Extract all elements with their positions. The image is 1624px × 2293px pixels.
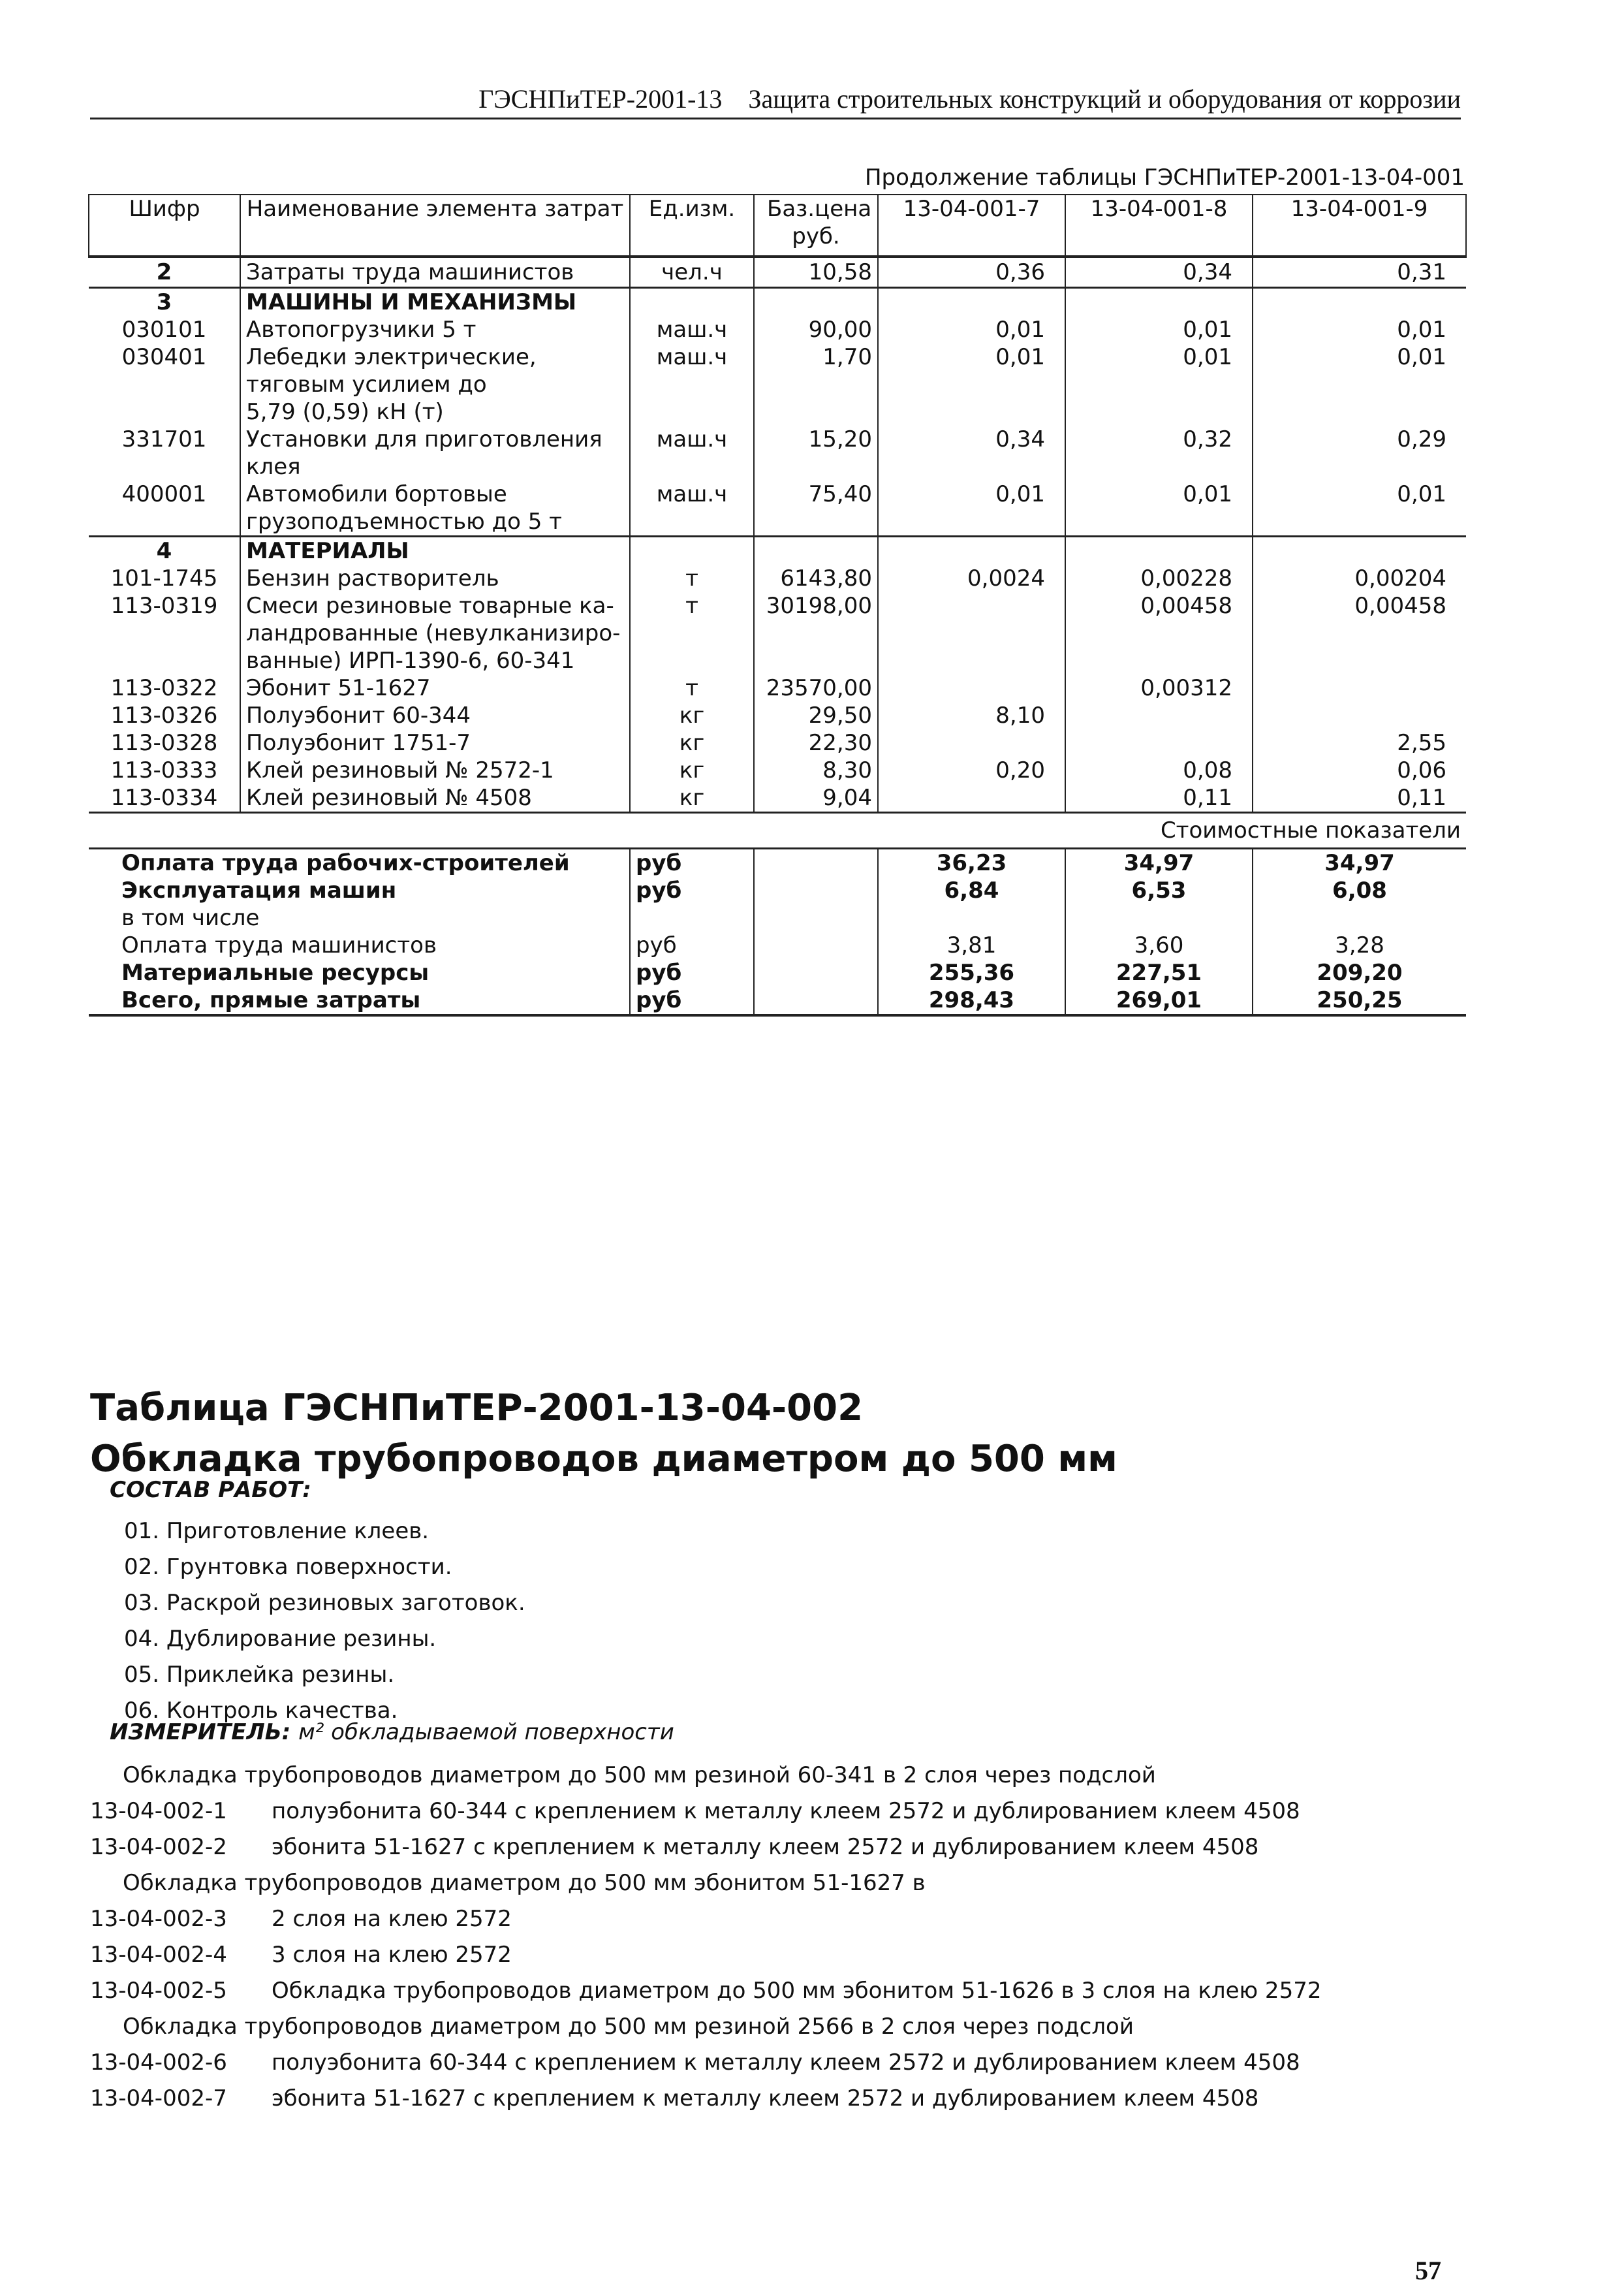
cell-v3 [1253,674,1466,702]
cell-v3 [1253,537,1466,565]
list-item [90,2009,1321,2045]
summary-label: Оплата труда машинистов [89,932,630,959]
summary-label: Всего, прямые затраты [89,987,630,1015]
summary-value: 3,60 [1065,932,1253,959]
col-header: Наименование элемента затрат [240,195,630,257]
cell-unit: т [630,592,754,674]
cost-heading-spacer [630,813,754,849]
item-text: 3 слоя на клею 2572 [272,1942,512,1968]
cell-v3 [1253,702,1466,729]
summary-unit: руб [630,932,754,959]
cell-unit: маш.ч [630,343,754,426]
cell-unit [630,288,754,317]
header-rule [90,118,1461,119]
cell-price [754,288,878,317]
cell-name: Клей резиновый № 4508 [240,784,630,813]
cell-unit: т [630,565,754,592]
cell-v1 [878,784,1065,813]
list-item [90,2045,1321,2081]
summary-empty [754,904,878,932]
cost-heading-spacer [754,813,878,849]
list-item [90,1901,1321,1937]
measure-line [110,1719,674,1745]
item-text: полуэбонита 60-344 с креплением к металлу клеем 2572 и дублированием клеем 4508 [272,1798,1300,1824]
summary-label: Материальные ресурсы [89,959,630,987]
cell-v2: 0,00228 [1065,565,1253,592]
item-code: 13-04-002-2 [90,1834,227,1860]
cell-v3 [1253,288,1466,317]
work-item: 02. Грунтовка поверхности. [124,1554,452,1580]
list-item [90,1973,1321,2009]
cell-unit [630,537,754,565]
cell-name: Автопогрузчики 5 т [240,316,630,343]
cell-name: Полуэбонит 1751-7 [240,729,630,757]
cell-code: 4 [89,537,240,565]
cell-unit: кг [630,702,754,729]
item-text: Обкладка трубопроводов диаметром до 500 мм эбонитом 51-1626 в 3 слоя на клею 2572 [272,1978,1322,2004]
item-text: эбонита 51-1627 с креплением к металлу клеем 2572 и дублированием клеем 4508 [272,2085,1259,2111]
summary-unit [630,904,754,932]
table-row [89,565,1466,592]
cell-v3: 0,06 [1397,757,1446,783]
list-item [90,1829,1321,1865]
cell-price: 6143,80 [754,565,878,592]
cell-v1: 0,34 [878,426,1065,481]
cell-code: 331701 [89,426,240,481]
table-title-line2: Обкладка трубопроводов диаметром до 500 мм [90,1438,1117,1480]
cell-code: 400001 [89,481,240,537]
summary-value: 209,20 [1317,960,1403,986]
list-item [90,2081,1321,2117]
summary-row [89,849,1466,878]
summary-value: 250,25 [1253,987,1466,1015]
table-header-row [89,195,1466,257]
cell-name: Лебедки электрические, тяговым усилием до 5,79 (0,59) кН (т) [240,343,630,426]
cell-v3: 0,01 [1397,481,1446,507]
group-text: Обкладка трубопроводов диаметром до 500 мм резиной 60-341 в 2 слоя через подслой [123,1762,1156,1788]
cell-v3: 0,01 [1397,344,1446,370]
cell-unit: т [630,674,754,702]
cell-v1 [878,674,1065,702]
item-code: 13-04-002-6 [90,2049,227,2076]
cell-v2: 0,00312 [1065,674,1253,702]
col-header: Ед.изм. [630,195,754,257]
cell-code: 030401 [89,343,240,426]
summary-label: Эксплуатация машин [89,877,630,904]
cell-v3: 0,00204 [1354,565,1446,592]
cell-price: 75,40 [754,481,878,537]
cell-name: МАТЕРИАЛЫ [240,537,630,565]
summary-value [1065,904,1253,932]
summary-value: 34,97 [1065,849,1253,878]
work-item: 01. Приготовление клеев. [124,1518,429,1544]
table-row [89,481,1466,537]
cell-unit: кг [630,729,754,757]
cell-price: 30198,00 [754,592,878,674]
item-code: 13-04-002-1 [90,1798,227,1824]
item-text: эбонита 51-1627 с креплением к металлу клеем 2572 и дублированием клеем 4508 [272,1834,1259,1860]
work-item: 06. Контроль качества. [124,1698,398,1724]
work-item: 05. Приклейка резины. [124,1662,395,1688]
summary-empty [754,959,878,987]
cell-code: 113-0322 [89,674,240,702]
cell-name: МАШИНЫ И МЕХАНИЗМЫ [240,288,630,317]
summary-unit: руб [630,849,754,878]
cell-v1 [878,537,1065,565]
cell-name: Установки для приготовления клея [240,426,630,481]
col-header: 13-04-001-9 [1253,195,1466,257]
table-row [89,288,1466,317]
cell-v2: 0,34 [1065,257,1253,288]
running-header [90,84,1461,114]
cost-heading-spacer [240,813,630,849]
summary-unit: руб [630,959,754,987]
summary-row [89,877,1466,904]
cell-name: Клей резиновый № 2572-1 [240,757,630,784]
table-title [90,1383,1461,1485]
col-header: 13-04-001-8 [1065,195,1253,257]
group-text: Обкладка трубопроводов диаметром до 500 мм резиной 2566 в 2 слоя через подслой [123,2014,1134,2040]
cell-code: 030101 [89,316,240,343]
table-row [89,729,1466,757]
cell-v2: 0,11 [1065,784,1253,813]
cell-v2 [1065,702,1253,729]
cell-v1: 0,20 [878,757,1065,784]
cell-price: 29,50 [754,702,878,729]
summary-label: в том числе [89,904,630,932]
cell-name: Полуэбонит 60-344 [240,702,630,729]
list-item [90,1794,1321,1829]
summary-empty [754,849,878,878]
item-text: полуэбонита 60-344 с креплением к металлу клеем 2572 и дублированием клеем 4508 [272,2049,1300,2076]
item-code: 13-04-002-7 [90,2085,227,2111]
cell-v1: 0,01 [878,343,1065,426]
cell-unit: чел.ч [630,257,754,288]
cell-v2: 0,01 [1065,343,1253,426]
cell-v3: 0,00458 [1354,593,1446,619]
cell-v2: 0,08 [1065,757,1253,784]
table-row [89,537,1466,565]
cell-unit: маш.ч [630,316,754,343]
cell-price: 8,30 [754,757,878,784]
works-heading: СОСТАВ РАБОТ: [110,1477,311,1503]
summary-empty [754,987,878,1015]
table-row [89,702,1466,729]
cell-name: Бензин растворитель [240,565,630,592]
list-item [90,1865,1321,1901]
cell-unit: кг [630,757,754,784]
cell-name: Автомобили бортовые грузоподъемностью до 5 т [240,481,630,537]
cost-heading-spacer [89,813,240,849]
summary-unit: руб [630,877,754,904]
page-number: 57 [1415,2256,1441,2285]
measure-text: м² обкладываемой поверхности [298,1719,674,1745]
list-item [90,1937,1321,1973]
col-header: Шифр [89,195,240,257]
cell-unit: маш.ч [630,481,754,537]
cell-v1: 0,01 [878,481,1065,537]
cell-price: 9,04 [754,784,878,813]
item-code: 13-04-002-4 [90,1942,227,1968]
table-row [89,592,1466,674]
summary-value: 6,53 [1065,877,1253,904]
cell-v1 [878,729,1065,757]
summary-value: 36,23 [878,849,1065,878]
summary-row [89,932,1466,959]
summary-empty [754,877,878,904]
summary-value: 298,43 [878,987,1065,1015]
summary-label: Оплата труда рабочих-строителей [89,849,630,878]
cell-v3: 0,11 [1253,784,1466,813]
cell-code: 113-0328 [89,729,240,757]
summary-unit: руб [630,987,754,1015]
group-text: Обкладка трубопроводов диаметром до 500 мм эбонитом 51-1627 в [123,1870,926,1896]
table-row [89,257,1466,288]
summary-row [89,904,1466,932]
cell-v3: 0,31 [1253,257,1466,288]
cell-v2 [1065,537,1253,565]
item-text: 2 слоя на клею 2572 [272,1906,512,1932]
cell-v1 [878,288,1065,317]
cell-code: 2 [89,257,240,288]
summary-value: 3,81 [878,932,1065,959]
table-continuation-note: Продолжение таблицы ГЭСНПиТЕР-2001-13-04-001 [864,165,1465,191]
table-row [89,343,1466,426]
item-code: 13-04-002-5 [90,1978,227,2004]
cell-price: 10,58 [754,257,878,288]
cell-v1: 0,0024 [878,565,1065,592]
work-item: 04. Дублирование резины. [124,1626,437,1652]
cell-v2 [1065,729,1253,757]
cell-code: 113-0319 [89,592,240,674]
items-list [90,1758,1321,2117]
cell-unit: кг [630,784,754,813]
summary-value: 255,36 [878,959,1065,987]
cost-heading: Стоимостные показатели [878,813,1466,849]
summary-value: 6,84 [878,877,1065,904]
summary-row [89,987,1466,1015]
col-header: Баз.цена руб. [754,195,878,257]
summary-row [89,959,1466,987]
cell-v1: 8,10 [878,702,1065,729]
header-doc-title: Защита строительных конструкций и оборудования от коррозии [748,84,1461,114]
table-row [89,316,1466,343]
cell-v2: 0,32 [1065,426,1253,481]
item-code: 13-04-002-3 [90,1906,227,1932]
cell-code: 113-0333 [89,757,240,784]
measure-label: ИЗМЕРИТЕЛЬ: [110,1719,291,1745]
cell-v3: 0,01 [1397,317,1446,343]
cell-v2: 0,01 [1065,481,1253,537]
table-row [89,426,1466,481]
cell-v2 [1065,288,1253,317]
cell-name: Смеси резиновые товарные ка- ландрованные (невулканизиро- ванные) ИРП-1390-6, 60-341 [240,592,630,674]
cell-v1 [878,592,1065,674]
table-title-line1: Таблица ГЭСНПиТЕР-2001-13-04-002 [90,1387,864,1429]
cell-v3: 0,29 [1397,426,1446,452]
cell-price: 22,30 [754,729,878,757]
cell-name: Затраты труда машинистов [240,257,630,288]
table-row [89,674,1466,702]
cell-name: Эбонит 51-1627 [240,674,630,702]
summary-value: 34,97 [1324,850,1395,876]
cell-v2: 0,00458 [1065,592,1253,674]
cell-code: 113-0334 [89,784,240,813]
cell-code: 113-0326 [89,702,240,729]
table-row [89,784,1466,813]
col-header: 13-04-001-7 [878,195,1065,257]
summary-value: 3,28 [1335,932,1384,958]
cell-price: 23570,00 [754,674,878,702]
cell-v1: 0,01 [878,316,1065,343]
work-item: 03. Раскрой резиновых заготовок. [124,1590,525,1616]
cell-code: 3 [89,288,240,317]
summary-empty [754,932,878,959]
cell-price [754,537,878,565]
cell-unit: маш.ч [630,426,754,481]
cost-heading-row [89,813,1466,849]
cell-price: 15,20 [754,426,878,481]
cell-v2: 0,01 [1065,316,1253,343]
resources-table [88,194,1467,1017]
cell-code: 101-1745 [89,565,240,592]
cell-price: 1,70 [754,343,878,426]
list-item [90,1758,1321,1794]
summary-value: 269,01 [1065,987,1253,1015]
header-doc-code: ГЭСНПиТЕР-2001-13 [478,84,723,114]
summary-value: 227,51 [1065,959,1253,987]
summary-value: 6,08 [1332,878,1387,904]
cell-price: 90,00 [754,316,878,343]
table-row [89,757,1466,784]
cell-v1: 0,36 [878,257,1065,288]
works-list [124,1513,525,1729]
summary-value [1253,904,1466,932]
cell-v3: 2,55 [1397,730,1446,756]
summary-value [878,904,1065,932]
